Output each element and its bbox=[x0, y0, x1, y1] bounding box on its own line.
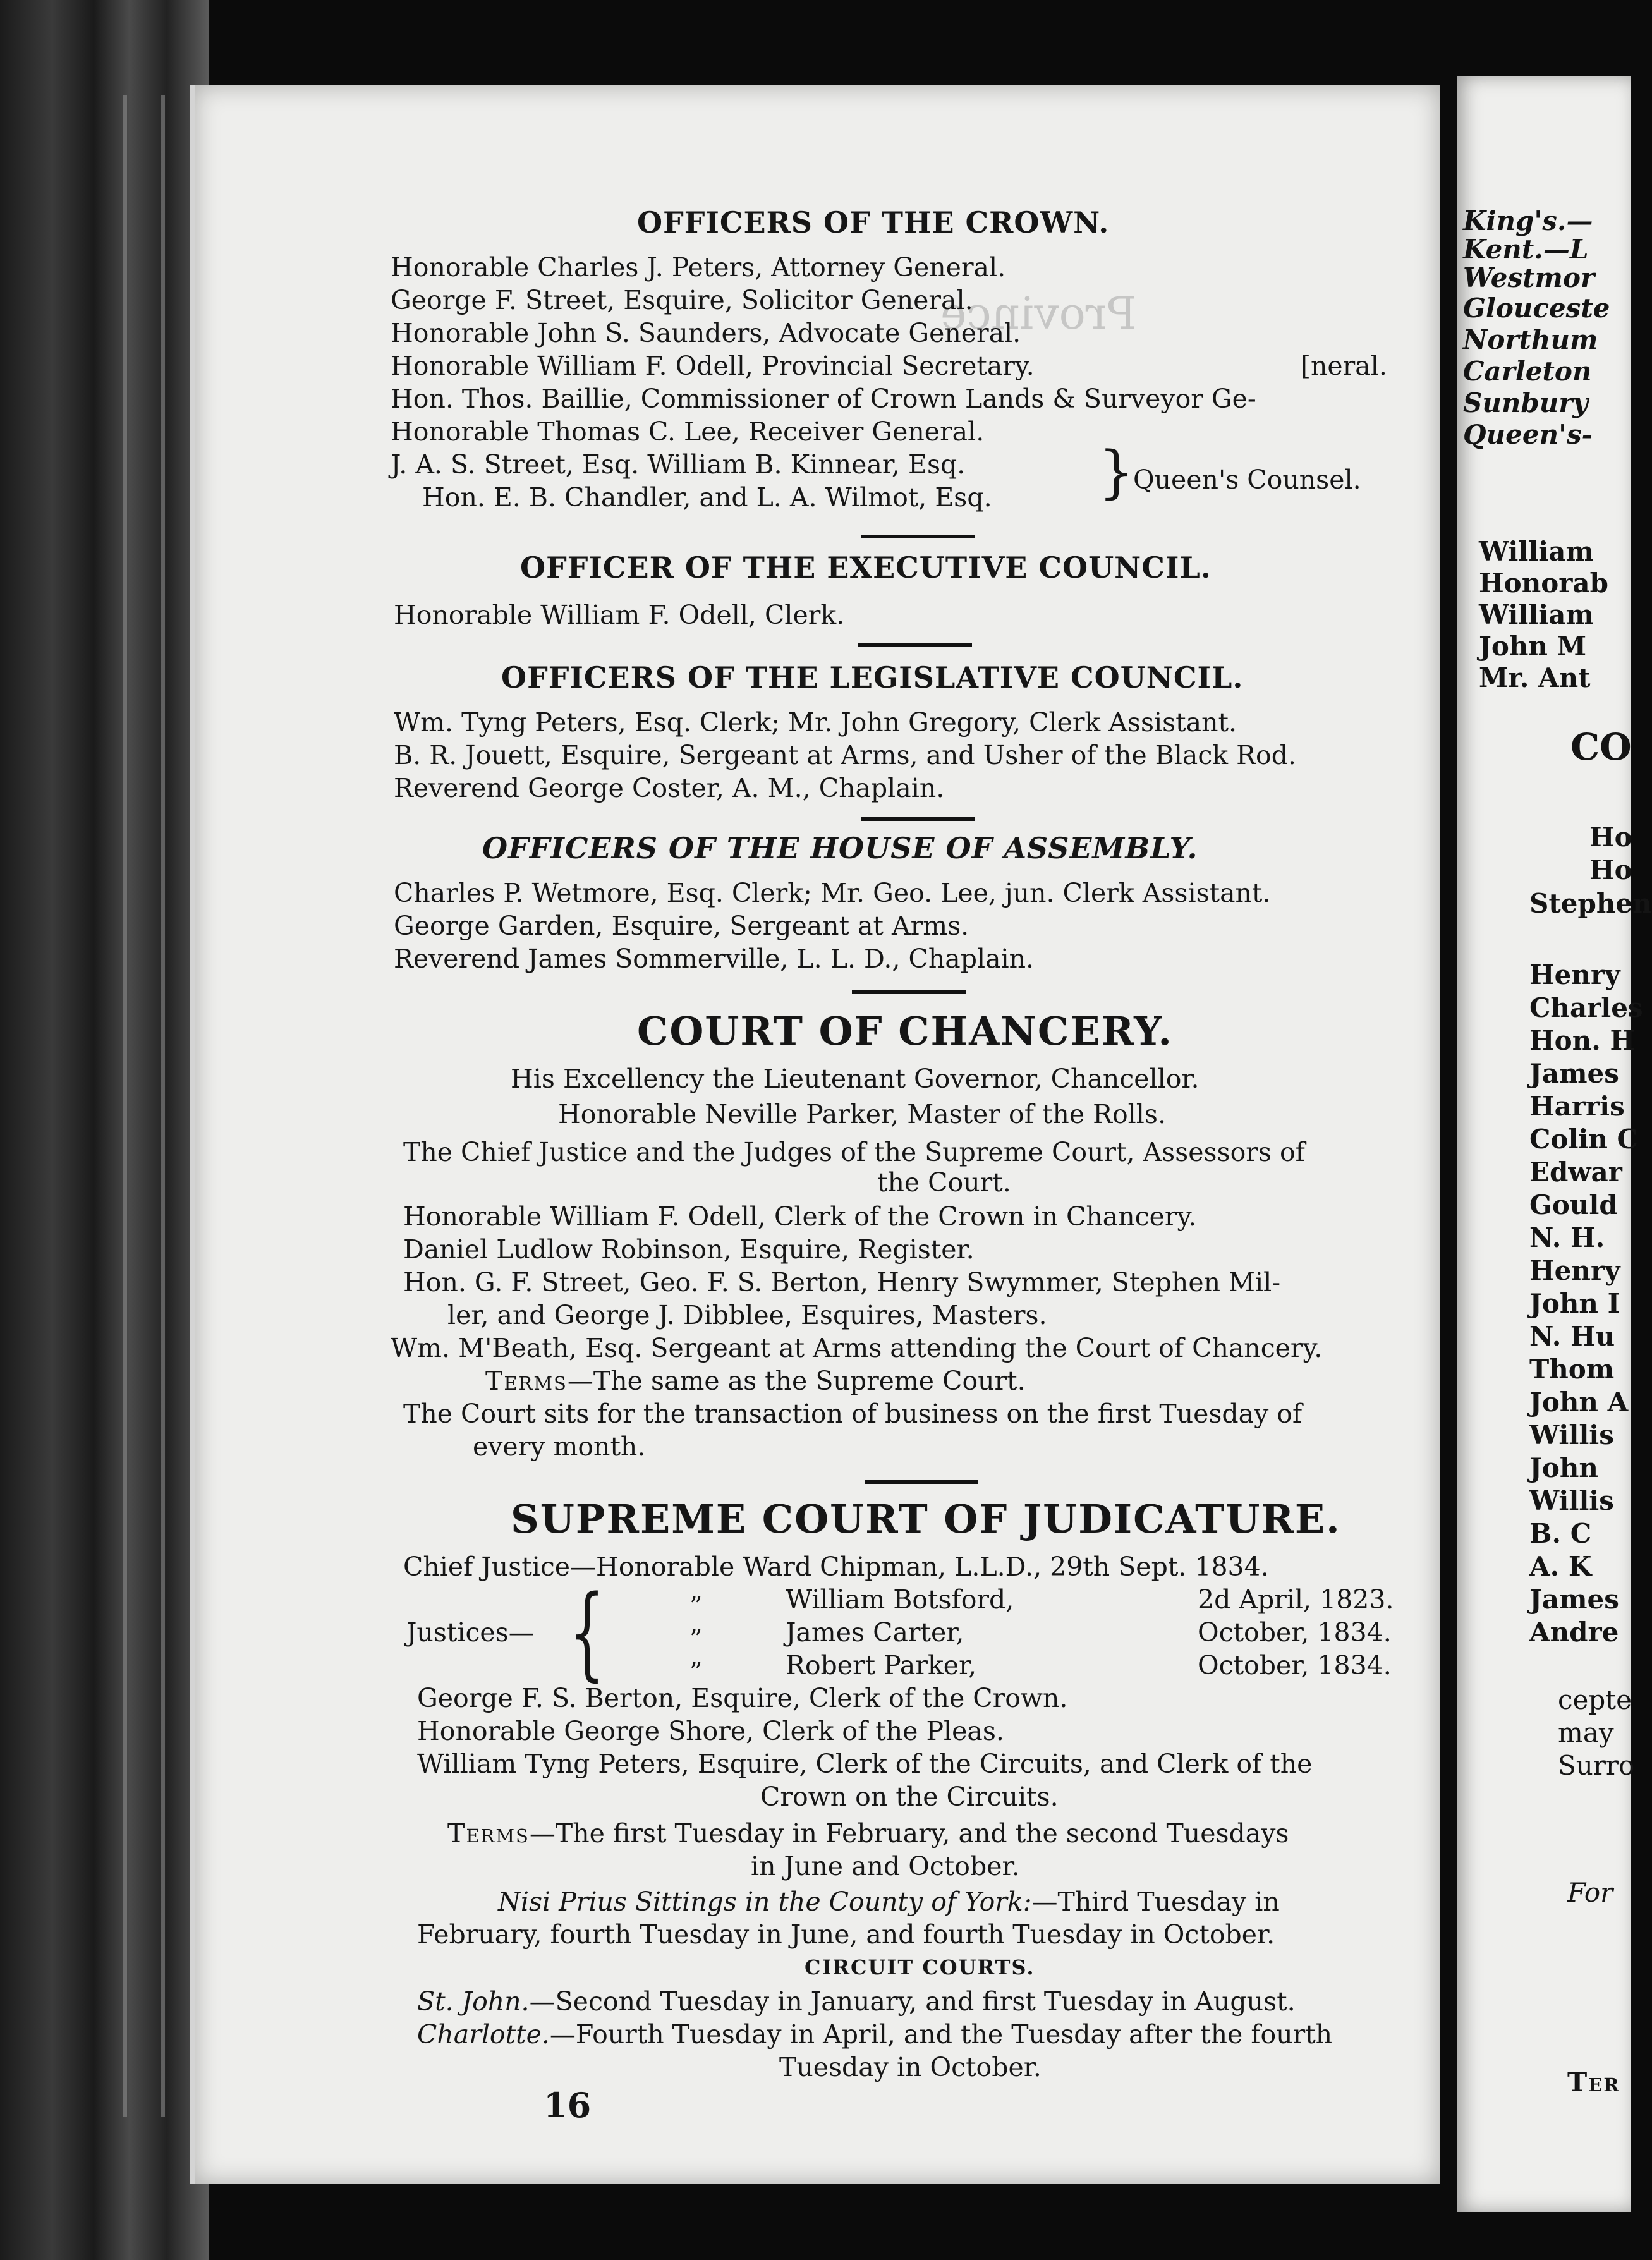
text-fragment: King's.— bbox=[1463, 205, 1593, 236]
justice-name: James Carter, bbox=[786, 1617, 964, 1648]
binding-edge bbox=[123, 95, 127, 2117]
facing-page bbox=[1457, 76, 1652, 2212]
text-line: Honorable William F. Odell, Provincial Secretary. bbox=[391, 351, 1035, 381]
text-fragment: Willis bbox=[1529, 1419, 1614, 1450]
text-line: Honorable William F. Odell, Clerk. bbox=[394, 600, 845, 630]
text-fragment: CO bbox=[1570, 726, 1632, 769]
text-fragment: Ter bbox=[1567, 2067, 1620, 2098]
section-heading: OFFICER OF THE EXECUTIVE COUNCIL. bbox=[520, 550, 1212, 585]
text-fragment: Queen's- bbox=[1463, 419, 1593, 450]
brace: } bbox=[1098, 439, 1135, 506]
text-line: Charles P. Wetmore, Esq. Clerk; Mr. Geo. Lee, jun. Clerk Assistant. bbox=[394, 878, 1271, 908]
justice-name: William Botsford, bbox=[786, 1584, 1014, 1615]
terms-line bbox=[447, 1818, 1289, 1849]
text-fragment: Ho bbox=[1589, 854, 1632, 885]
text-line: Daniel Ludlow Robinson, Esquire, Register. bbox=[403, 1234, 975, 1265]
text-line: George F. Street, Esquire, Solicitor General. bbox=[391, 285, 973, 315]
section-heading: OFFICERS OF THE LEGISLATIVE COUNCIL. bbox=[501, 660, 1244, 695]
text-line: The Court sits for the transaction of business on the first Tuesday of bbox=[403, 1399, 1303, 1429]
text-line: Chief Justice—Honorable Ward Chipman, L.L.D., 29th Sept. 1834. bbox=[403, 1552, 1269, 1582]
text-line: Wm. Tyng Peters, Esq. Clerk; Mr. John Gregory, Clerk Assistant. bbox=[394, 707, 1237, 738]
text-fragment: Stephen bbox=[1529, 888, 1652, 919]
text-line: Hon. G. F. Street, Geo. F. S. Berton, Henry Swymmer, Stephen Mil- bbox=[403, 1267, 1281, 1297]
text-fragment: Mr. Ant bbox=[1479, 662, 1591, 693]
text-line: Reverend George Coster, A. M., Chaplain. bbox=[394, 773, 945, 803]
text-fragment: Ho bbox=[1589, 822, 1632, 853]
section-heading: OFFICERS OF THE HOUSE OF ASSEMBLY. bbox=[482, 831, 1198, 865]
text-fragment: A. K bbox=[1529, 1551, 1592, 1582]
text-line: Tuesday in October. bbox=[779, 2052, 1042, 2082]
text-fragment: Northum bbox=[1463, 324, 1598, 355]
text-line: February, fourth Tuesday in June, and fourth Tuesday in October. bbox=[417, 1919, 1275, 1950]
justice-date: October, 1834. bbox=[1198, 1650, 1392, 1680]
terms-text: —The first Tuesday in February, and the second Tuesdays bbox=[529, 1818, 1289, 1849]
text-fragment: Charles bbox=[1529, 992, 1643, 1023]
terms-text: —The same as the Supreme Court. bbox=[567, 1366, 1026, 1396]
text-fragment: John I bbox=[1529, 1288, 1620, 1319]
book-binding bbox=[0, 0, 209, 2260]
text-fragment: William bbox=[1479, 536, 1594, 567]
text-line: His Excellency the Lieutenant Governor, Chancellor. bbox=[511, 1064, 1200, 1094]
page bbox=[190, 85, 1440, 2184]
text-line: B. R. Jouett, Esquire, Sergeant at Arms, and Usher of the Black Rod. bbox=[394, 740, 1297, 770]
text-line: William Tyng Peters, Esquire, Clerk of the Circuits, and Clerk of the bbox=[417, 1749, 1313, 1779]
circuit-text: —Fourth Tuesday in April, and the Tuesday after the fourth bbox=[549, 2019, 1333, 2050]
text-fragment: N. Hu bbox=[1529, 1321, 1615, 1352]
page-number: 16 bbox=[544, 2085, 592, 2125]
text-fragment: John bbox=[1529, 1452, 1598, 1483]
ditto-mark: ” bbox=[689, 1625, 703, 1654]
justices-label: Justices— bbox=[406, 1617, 535, 1648]
text-fragment: Edwar bbox=[1529, 1157, 1622, 1188]
text-line: Wm. M'Beath, Esq. Sergeant at Arms attending the Court of Chancery. bbox=[391, 1333, 1323, 1363]
text-fragment: James bbox=[1529, 1584, 1619, 1615]
binding-edge bbox=[161, 95, 165, 2117]
text-fragment: Henry bbox=[1529, 959, 1620, 990]
text-line: Honorable Neville Parker, Master of the Rolls. bbox=[558, 1099, 1166, 1129]
circuit-text: —Second Tuesday in January, and first Tuesday in August. bbox=[529, 1986, 1296, 2017]
text-line: ler, and George J. Dibblee, Esquires, Masters. bbox=[447, 1300, 1047, 1330]
nisi-line bbox=[498, 1886, 1280, 1917]
text-fragment: John M bbox=[1479, 631, 1587, 662]
section-rule bbox=[861, 817, 975, 821]
text-line: George F. S. Berton, Esquire, Clerk of the Crown. bbox=[417, 1683, 1068, 1713]
text-line: [neral. bbox=[1301, 351, 1387, 381]
text-fragment: Andre bbox=[1529, 1617, 1619, 1648]
text-fragment: Surro bbox=[1558, 1750, 1635, 1781]
text-fragment: Westmor bbox=[1463, 262, 1595, 293]
text-line: the Court. bbox=[877, 1167, 1011, 1198]
text-fragment: Henry bbox=[1529, 1255, 1620, 1286]
nisi-text: —Third Tuesday in bbox=[1031, 1886, 1280, 1917]
text-fragment: William bbox=[1479, 599, 1594, 630]
text-line: George Garden, Esquire, Sergeant at Arms. bbox=[394, 911, 969, 941]
text-line: J. A. S. Street, Esq. William B. Kinnear, Esq. bbox=[391, 449, 966, 480]
circuit-line bbox=[417, 1986, 1296, 2017]
text-fragment: Glouceste bbox=[1463, 293, 1610, 324]
text-fragment: may bbox=[1558, 1717, 1614, 1748]
text-line: every month. bbox=[473, 1431, 646, 1462]
text-fragment: Harris bbox=[1529, 1091, 1625, 1122]
section-heading: COURT OF CHANCERY. bbox=[637, 1008, 1173, 1054]
terms-label: Terms bbox=[447, 1818, 530, 1849]
brace: { bbox=[569, 1573, 605, 1691]
text-line: Hon. Thos. Baillie, Commissioner of Crown Lands & Surveyor Ge- bbox=[391, 384, 1256, 414]
subheading: CIRCUIT COURTS. bbox=[805, 1955, 1035, 1979]
text-fragment: Thom bbox=[1529, 1354, 1615, 1385]
text-line: Honorable William F. Odell, Clerk of the Crown in Chancery. bbox=[403, 1201, 1197, 1232]
nisi-label: Nisi Prius Sittings in the County of York: bbox=[498, 1886, 1032, 1917]
justice-date: October, 1834. bbox=[1198, 1617, 1392, 1648]
section-rule bbox=[861, 535, 975, 538]
circuit-label: Charlotte. bbox=[417, 2019, 550, 2050]
ditto-mark: ” bbox=[689, 1658, 703, 1687]
text-fragment: Willis bbox=[1529, 1485, 1614, 1516]
text-line: Crown on the Circuits. bbox=[760, 1782, 1059, 1812]
section-rule bbox=[858, 643, 972, 647]
section-rule bbox=[852, 990, 966, 994]
terms-label: Terms bbox=[485, 1366, 568, 1396]
text-line: Queen's Counsel. bbox=[1133, 465, 1361, 495]
circuit-line bbox=[417, 2019, 1333, 2050]
text-fragment: For bbox=[1567, 1877, 1613, 1908]
terms-line bbox=[485, 1368, 1026, 1394]
text-fragment: Sunbury bbox=[1463, 387, 1588, 418]
text-fragment: Kent.—L bbox=[1463, 234, 1589, 265]
ditto-mark: ” bbox=[689, 1592, 703, 1621]
section-heading: OFFICERS OF THE CROWN. bbox=[637, 205, 1110, 240]
text-fragment: Hon. H bbox=[1529, 1025, 1636, 1056]
text-line: Reverend James Sommerville, L. L. D., Chaplain. bbox=[394, 944, 1035, 974]
text-line: Honorable George Shore, Clerk of the Pleas. bbox=[417, 1716, 1004, 1746]
section-rule bbox=[865, 1480, 978, 1484]
text-fragment: cepte bbox=[1558, 1684, 1632, 1715]
bleed-through: Province bbox=[940, 288, 1137, 339]
text-line: Honorable Charles J. Peters, Attorney General. bbox=[391, 252, 1006, 282]
justice-name: Robert Parker, bbox=[786, 1650, 977, 1680]
text-fragment: James bbox=[1529, 1058, 1619, 1089]
section-heading: SUPREME COURT OF JUDICATURE. bbox=[511, 1496, 1341, 1542]
justice-date: 2d April, 1823. bbox=[1198, 1584, 1394, 1615]
text-line: The Chief Justice and the Judges of the Supreme Court, Assessors of bbox=[403, 1137, 1305, 1167]
text-fragment: Honorab bbox=[1479, 568, 1608, 598]
text-line: Hon. E. B. Chandler, and L. A. Wilmot, Esq. bbox=[422, 482, 992, 513]
text-fragment: N. H. bbox=[1529, 1222, 1605, 1253]
circuit-label: St. John. bbox=[417, 1986, 530, 2017]
text-fragment: John A bbox=[1529, 1387, 1629, 1418]
text-line: Honorable John S. Saunders, Advocate General. bbox=[391, 318, 1021, 348]
text-line: Honorable Thomas C. Lee, Receiver General. bbox=[391, 416, 985, 447]
text-fragment: Colin C bbox=[1529, 1124, 1638, 1155]
text-fragment: Carleton bbox=[1463, 356, 1592, 387]
text-line: in June and October. bbox=[751, 1851, 1020, 1881]
text-fragment: B. C bbox=[1529, 1518, 1592, 1549]
text-fragment: Gould bbox=[1529, 1189, 1618, 1220]
